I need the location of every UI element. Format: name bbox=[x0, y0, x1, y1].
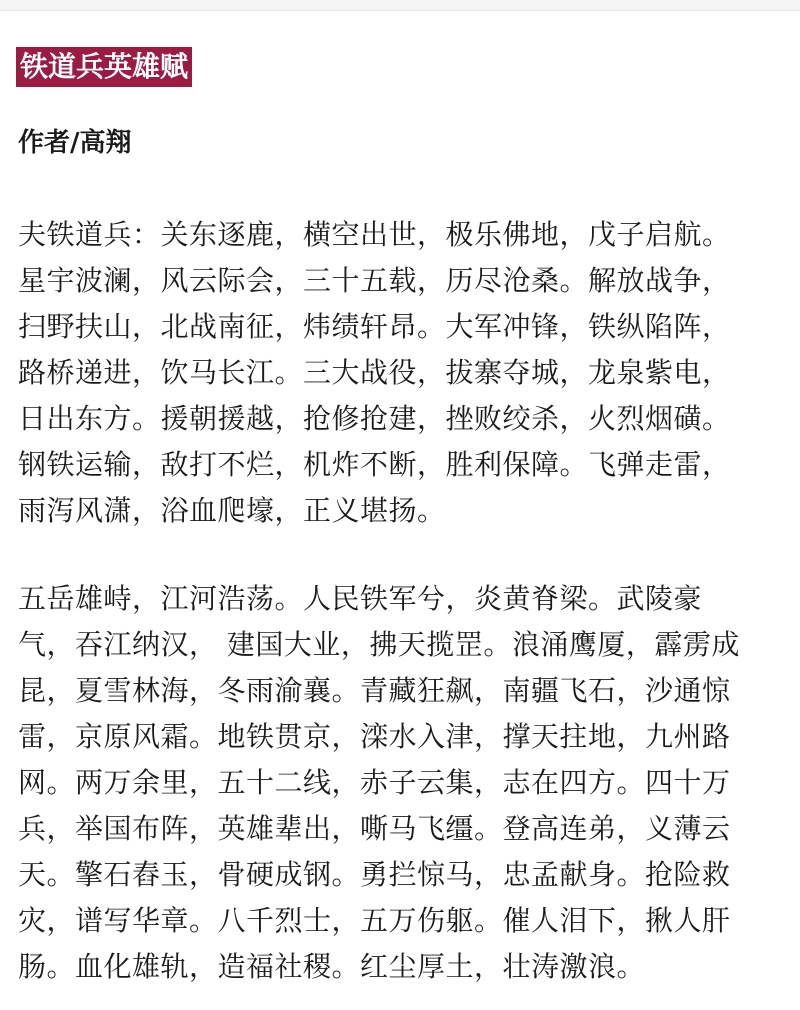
text-line: 天。擎石舂玉，骨硬成钢。勇拦惊马，忠孟献身。抢险救 bbox=[18, 858, 731, 891]
text-line: 钢铁运输，敌打不烂，机炸不断，胜利保障。飞弹走雷， bbox=[18, 448, 731, 481]
text-line: 五岳雄峙，江河浩荡。人民铁军兮，炎黄脊梁。武陵豪 bbox=[18, 582, 703, 615]
text-line: 雷，京原风霜。地铁贯京，滦水入津，撑天拄地，九州路 bbox=[18, 720, 731, 753]
article-title: 铁道兵英雄赋 bbox=[16, 47, 192, 87]
text-line: 日出东方。援朝援越，抢修抢建，挫败绞杀，火烈烟磺。 bbox=[18, 402, 731, 435]
text-line: 夫铁道兵：关东逐鹿，横空出世，极乐佛地，戊子启航。 bbox=[18, 218, 731, 251]
text-line: 气，吞江纳汉， 建国大业，拂天揽罡。浪涌鹰厦，霹雳成 bbox=[18, 628, 740, 661]
author-line: 作者/高翔 bbox=[18, 128, 132, 158]
top-divider bbox=[0, 0, 800, 11]
paragraph-1 bbox=[18, 212, 788, 534]
text-line: 肠。血化雄轨，造福社稷。红尘厚土，壮涛激浪。 bbox=[18, 950, 646, 983]
text-line: 灾，谱写华章。八千烈士，五万伤躯。催人泪下，揪人肝 bbox=[18, 904, 731, 937]
text-line: 星宇波澜，风云际会，三十五载，历尽沧桑。解放战争， bbox=[18, 264, 731, 297]
text-line: 昆，夏雪林海，冬雨渝襄。青藏狂飙，南疆飞石，沙通惊 bbox=[18, 674, 731, 707]
text-line: 路桥递进，饮马长江。三大战役，拔寨夺城，龙泉紫电， bbox=[18, 356, 731, 389]
text-line: 网。两万余里，五十二线，赤子云集，志在四方。四十万 bbox=[18, 766, 731, 799]
paragraph-2 bbox=[18, 576, 788, 990]
text-line: 扫野扶山，北战南征，炜绩轩昂。大军冲锋，铁纵陷阵， bbox=[18, 310, 731, 343]
text-line: 兵，举国布阵，英雄辈出，嘶马飞缰。登高连弟，义薄云 bbox=[18, 812, 731, 845]
text-line: 雨泻风潇，浴血爬壕，正义堪扬。 bbox=[18, 494, 446, 527]
